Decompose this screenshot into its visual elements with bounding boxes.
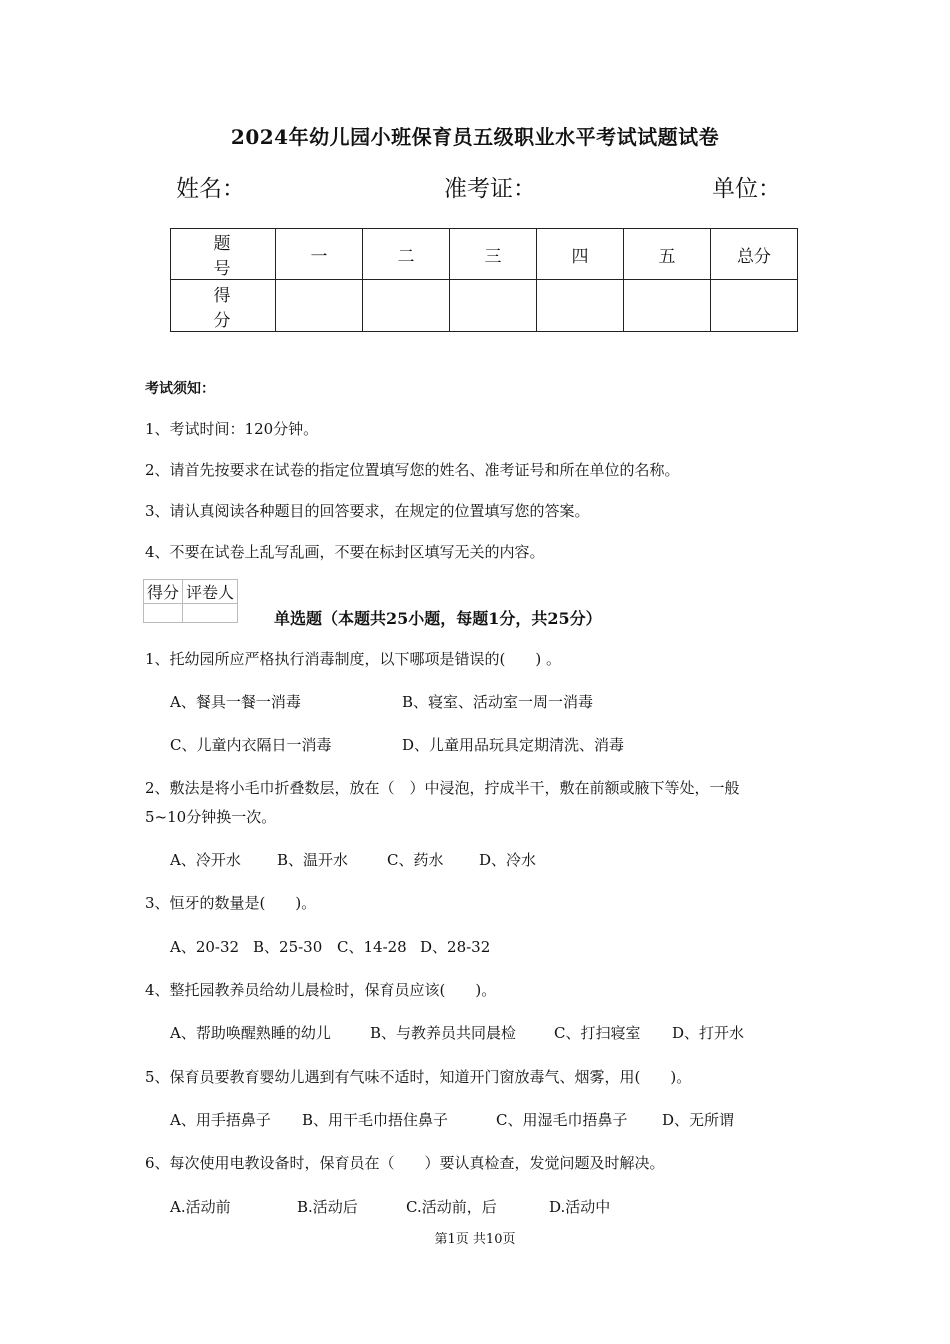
answer-option: B、25-30	[253, 938, 323, 956]
column-header: 三	[450, 229, 537, 280]
question-text: 5、保育员要教育婴幼儿遇到有气味不适时，知道开门窗放毒气、烟雾，用( )。	[145, 1068, 692, 1086]
answer-option: C、用湿毛巾捂鼻子	[496, 1111, 628, 1129]
score-table	[170, 228, 798, 332]
column-header: 一	[276, 229, 363, 280]
notice-item: 1、考试时间：120分钟。	[145, 420, 319, 438]
notice-item: 3、请认真阅读各种题目的回答要求，在规定的位置填写您的答案。	[145, 502, 590, 520]
answer-option: C.活动前，后	[406, 1198, 497, 1216]
grader-score-cell[interactable]	[144, 604, 183, 623]
answer-option: B、用干毛巾捂住鼻子	[302, 1111, 449, 1129]
notice-item: 4、不要在试卷上乱写乱画，不要在标封区填写无关的内容。	[145, 543, 545, 561]
answer-option: A、20-32	[170, 938, 240, 956]
column-header: 五	[624, 229, 711, 280]
question-number-label: 题 号	[171, 229, 276, 280]
score-cell[interactable]	[711, 280, 798, 332]
notice-item: 2、请首先按要求在试卷的指定位置填写您的姓名、准考证号和所在单位的名称。	[145, 461, 680, 479]
score-label: 得 分	[171, 280, 276, 332]
grader-box	[143, 579, 238, 623]
answer-option: A、餐具一餐一消毒	[170, 693, 301, 711]
answer-option: D、打开水	[672, 1024, 745, 1042]
question-text: 1、托幼园所应严格执行消毒制度，以下哪项是错误的( ) 。	[145, 650, 562, 668]
question-text: 2、敷法是将小毛巾折叠数层，放在（ ）中浸泡，拧成半干，敷在前额或腋下等处，一般	[145, 779, 740, 797]
unit-field-label: 单位：	[712, 176, 781, 202]
grader-reviewer-label: 评卷人	[183, 580, 238, 604]
score-cell[interactable]	[624, 280, 711, 332]
answer-option: D、28-32	[420, 938, 491, 956]
question-text: 6、每次使用电教设备时，保育员在（ ）要认真检查，发觉问题及时解决。	[145, 1154, 665, 1172]
page-footer: 第1页 共10页	[434, 1232, 516, 1247]
answer-option: B、与教养员共同晨检	[370, 1024, 517, 1042]
answer-option: B、温开水	[277, 851, 349, 869]
answer-option: B.活动后	[297, 1198, 358, 1216]
answer-option: C、药水	[387, 851, 444, 869]
column-header: 四	[537, 229, 624, 280]
answer-option: A、帮助唤醒熟睡的幼儿	[170, 1024, 331, 1042]
answer-option: A.活动前	[170, 1198, 231, 1216]
score-table-score-row	[171, 280, 798, 332]
answer-option: B、寝室、活动室一周一消毒	[402, 693, 594, 711]
score-cell[interactable]	[450, 280, 537, 332]
answer-option: A、冷开水	[170, 851, 241, 869]
document-title: 2024年幼儿园小班保育员五级职业水平考试试题试卷	[230, 125, 720, 149]
exam-number-field-label: 准考证：	[444, 176, 536, 202]
column-header: 总分	[711, 229, 798, 280]
question-text: 3、恒牙的数量是( )。	[145, 894, 317, 912]
question-text: 4、整托园教养员给幼儿晨检时，保育员应该( )。	[145, 981, 497, 999]
answer-option: D.活动中	[549, 1198, 611, 1216]
question-text-continued: 5~10分钟换一次。	[145, 808, 277, 826]
column-header: 二	[363, 229, 450, 280]
answer-option: D、无所谓	[662, 1111, 735, 1129]
score-table-header-row	[171, 229, 798, 280]
score-cell[interactable]	[363, 280, 450, 332]
notice-title: 考试须知：	[145, 381, 215, 397]
answer-option: A、用手捂鼻子	[170, 1111, 271, 1129]
grader-score-label: 得分	[144, 580, 183, 604]
answer-option: C、儿童内衣隔日一消毒	[170, 736, 332, 754]
answer-option: C、14-28	[337, 938, 407, 956]
grader-reviewer-cell[interactable]	[183, 604, 238, 623]
answer-option: D、冷水	[479, 851, 537, 869]
name-field-label: 姓名：	[176, 176, 245, 202]
answer-option: C、打扫寝室	[554, 1024, 641, 1042]
score-cell[interactable]	[276, 280, 363, 332]
answer-option: D、儿童用品玩具定期清洗、消毒	[402, 736, 625, 754]
score-cell[interactable]	[537, 280, 624, 332]
section-title: 单选题（本题共25小题，每题1分，共25分）	[274, 609, 602, 628]
